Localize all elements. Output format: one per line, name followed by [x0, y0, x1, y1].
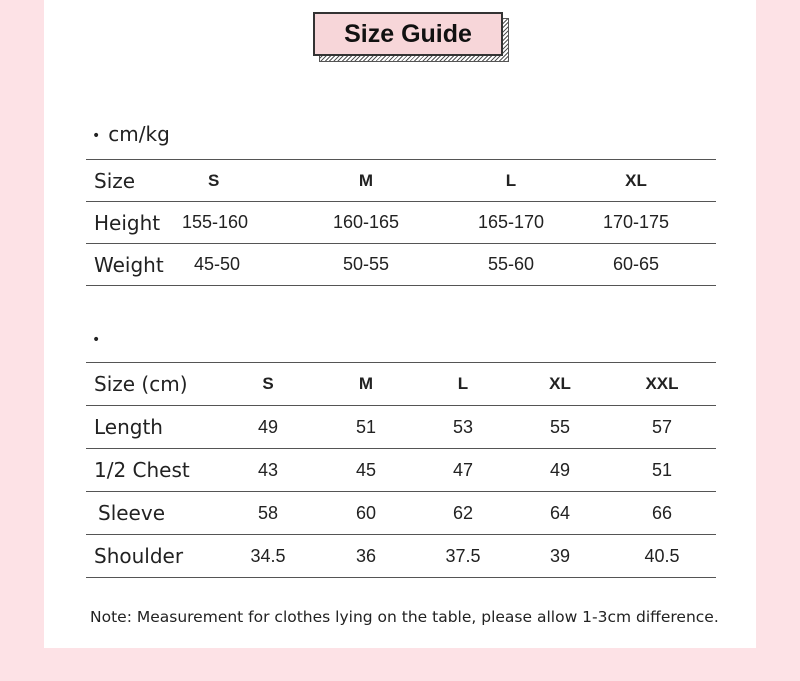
table-cell: 49 — [512, 449, 608, 492]
table-cell: 47 — [414, 449, 512, 492]
size-table-body-measurements — [86, 159, 716, 286]
table-row — [86, 202, 716, 244]
table-cell: 58 — [218, 492, 318, 535]
table-row-label: Height — [86, 202, 176, 244]
table-header-cell: Size — [86, 160, 176, 202]
table-header-cell: L — [466, 160, 556, 202]
table-cell: 45-50 — [176, 244, 266, 286]
table-header-row — [86, 363, 716, 406]
page-title: Size Guide — [313, 12, 503, 56]
size-table-garment-measurements — [86, 362, 716, 578]
table-cell: 51 — [318, 406, 414, 449]
table-row — [86, 406, 716, 449]
table-header-cell: Size (cm) — [86, 363, 218, 406]
table-header-cell: XL — [556, 160, 716, 202]
table-cell: 60 — [318, 492, 414, 535]
table-cell: 160-165 — [266, 202, 466, 244]
table-row-label: Length — [86, 406, 218, 449]
table-cell: 55 — [512, 406, 608, 449]
section-1-label-text: cm/kg — [108, 122, 170, 146]
table-cell: 34.5 — [218, 535, 318, 578]
table-cell: 36 — [318, 535, 414, 578]
table-row — [86, 244, 716, 286]
title-banner — [313, 12, 509, 62]
table-row-label: Weight — [86, 244, 176, 286]
table-header-cell: L — [414, 363, 512, 406]
table-row-label: Sleeve — [86, 492, 218, 535]
table-header-cell: XL — [512, 363, 608, 406]
table-cell: 60-65 — [556, 244, 716, 286]
table-cell: 170-175 — [556, 202, 716, 244]
table-row — [86, 535, 716, 578]
table-cell: 49 — [218, 406, 318, 449]
table-header-row — [86, 160, 716, 202]
table-cell: 45 — [318, 449, 414, 492]
table-header-cell: M — [266, 160, 466, 202]
table-row-label: 1/2 Chest — [86, 449, 218, 492]
table-header-cell: M — [318, 363, 414, 406]
section-1-label — [92, 122, 170, 146]
table-row-label: Shoulder — [86, 535, 218, 578]
table-cell: 165-170 — [466, 202, 556, 244]
table-cell: 66 — [608, 492, 716, 535]
table-cell: 43 — [218, 449, 318, 492]
table-cell: 37.5 — [414, 535, 512, 578]
table-cell: 64 — [512, 492, 608, 535]
table-cell: 57 — [608, 406, 716, 449]
table-cell: 50-55 — [266, 244, 466, 286]
table-cell: 62 — [414, 492, 512, 535]
bullet-icon: • — [92, 331, 101, 348]
measurement-note: Note: Measurement for clothes lying on the table, please allow 1-3cm difference. — [90, 608, 719, 626]
table-header-cell: S — [176, 160, 266, 202]
table-header-cell: XXL — [608, 363, 716, 406]
table-header-cell: S — [218, 363, 318, 406]
table-row — [86, 449, 716, 492]
section-2-label — [92, 326, 108, 350]
table-row — [86, 492, 716, 535]
table-cell: 53 — [414, 406, 512, 449]
table-cell: 51 — [608, 449, 716, 492]
table-cell: 55-60 — [466, 244, 556, 286]
bullet-icon: • — [92, 127, 101, 144]
table-cell: 39 — [512, 535, 608, 578]
table-cell: 155-160 — [176, 202, 266, 244]
table-cell: 40.5 — [608, 535, 716, 578]
